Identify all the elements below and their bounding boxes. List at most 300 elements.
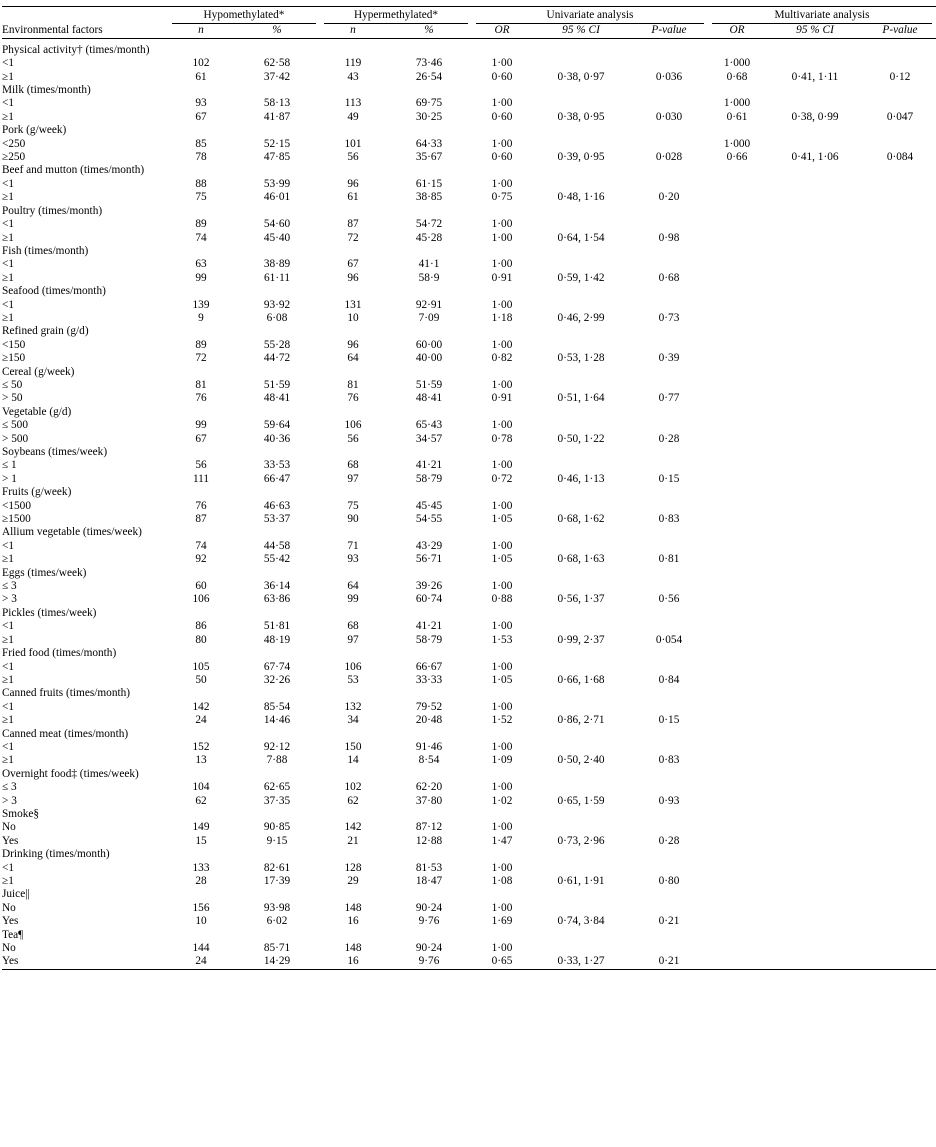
pvalue-multivariate: 0·084: [886, 151, 914, 164]
or-univariate: 1·00: [491, 539, 513, 552]
factor-group-label: Fried food (times/month): [2, 647, 117, 660]
pvalue-univariate: 0·28: [658, 834, 680, 847]
pct-hypo: 37·35: [263, 794, 291, 807]
ci-multivariate: [766, 795, 864, 808]
or-univariate: 1·05: [491, 513, 513, 526]
table-row: [2, 875, 936, 888]
pvalue-multivariate: [864, 580, 936, 593]
pct-hyper: 41·21: [415, 620, 443, 633]
factor-group-row: [2, 164, 936, 177]
or-univariate: 0·91: [491, 392, 513, 405]
pvalue-univariate: 0·77: [658, 392, 680, 405]
pvalue-univariate: [630, 580, 708, 593]
pct-hyper: 45·28: [415, 231, 443, 244]
level-label: ≥1: [2, 311, 14, 324]
n-hypo: 105: [192, 660, 210, 673]
or-univariate: 1·00: [491, 298, 513, 311]
pct-hyper: 12·88: [415, 834, 443, 847]
ci-multivariate: [766, 459, 864, 472]
pct-hyper: 69·75: [415, 97, 443, 110]
ci-univariate: 0·99, 2·37: [557, 633, 605, 646]
pct-hyper: 33·33: [415, 673, 443, 686]
ci-multivariate: [766, 138, 864, 151]
or-univariate: 1·05: [491, 553, 513, 566]
pct-hypo: 51·81: [263, 620, 291, 633]
n-hypo: 75: [195, 191, 207, 204]
pvalue-univariate: [630, 620, 708, 633]
or-univariate: 0·65: [491, 955, 513, 968]
pct-hyper: 9·76: [418, 955, 440, 968]
n-hypo: 85: [195, 137, 207, 150]
ci-univariate: [532, 741, 630, 754]
pct-hypo: 85·71: [263, 942, 291, 955]
level-label: ≥1: [2, 110, 14, 123]
pct-hypo: 41·87: [263, 110, 291, 123]
or-univariate: 0·82: [491, 352, 513, 365]
n-hyper: 64: [347, 580, 359, 593]
or-univariate: 1·02: [491, 794, 513, 807]
n-hypo: 142: [192, 700, 210, 713]
ci-multivariate: [766, 232, 864, 245]
table-row: [2, 459, 936, 472]
n-hyper: 106: [344, 419, 362, 432]
or-multivariate: [708, 553, 766, 566]
factor-group-label: Canned fruits (times/month): [2, 687, 131, 700]
n-hypo: 78: [195, 151, 207, 164]
header-ci-uni: 95 % CI: [562, 24, 600, 37]
pvalue-multivariate: [864, 955, 936, 969]
pct-hypo: 7·88: [266, 754, 288, 767]
or-multivariate: [708, 915, 766, 928]
ci-multivariate: [766, 392, 864, 405]
or-multivariate: [708, 339, 766, 352]
table-row: [2, 433, 936, 446]
pct-hyper: 58·79: [415, 633, 443, 646]
factor-group-row: [2, 245, 936, 258]
or-multivariate: [708, 593, 766, 606]
pvalue-multivariate: [864, 674, 936, 687]
level-label: ≥1: [2, 231, 14, 244]
level-label: <1: [2, 660, 15, 673]
factor-group-row: [2, 607, 936, 620]
ci-multivariate: [766, 754, 864, 767]
factor-group-row: [2, 848, 936, 861]
pvalue-multivariate: [864, 433, 936, 446]
group-header-label: Univariate analysis: [476, 9, 704, 24]
pct-hypo: 14·46: [263, 714, 291, 727]
n-hyper: 128: [344, 861, 362, 874]
pct-hyper: 48·41: [415, 392, 443, 405]
n-hyper: 21: [347, 834, 359, 847]
n-hyper: 34: [347, 714, 359, 727]
pct-hyper: 73·46: [415, 57, 443, 70]
pvalue-univariate: [630, 821, 708, 834]
pct-hyper: 37·80: [415, 794, 443, 807]
pct-hyper: 90·24: [415, 942, 443, 955]
n-hyper: 76: [347, 392, 359, 405]
pvalue-univariate: 0·28: [658, 432, 680, 445]
n-hypo: 156: [192, 901, 210, 914]
pvalue-multivariate: [864, 379, 936, 392]
or-multivariate: 1·000: [723, 137, 751, 150]
table-row: [2, 942, 936, 955]
ci-multivariate: [766, 661, 864, 674]
header-n-hyper: n: [350, 24, 356, 37]
table-row: [2, 781, 936, 794]
factor-group-row: [2, 84, 936, 97]
or-multivariate: 1·000: [723, 97, 751, 110]
ci-multivariate: [766, 902, 864, 915]
table-row: [2, 392, 936, 405]
level-label: ≥1: [2, 191, 14, 204]
n-hyper: 87: [347, 218, 359, 231]
level-label: No: [2, 942, 16, 955]
n-hyper: 148: [344, 901, 362, 914]
pvalue-multivariate: [864, 258, 936, 271]
or-univariate: 1·00: [491, 740, 513, 753]
pct-hyper: 51·59: [415, 378, 443, 391]
pvalue-multivariate: [864, 312, 936, 325]
or-univariate: 1·00: [491, 218, 513, 231]
pvalue-multivariate: [864, 701, 936, 714]
pvalue-multivariate: [864, 754, 936, 767]
or-univariate: 0·91: [491, 271, 513, 284]
n-hyper: 93: [347, 553, 359, 566]
n-hypo: 152: [192, 740, 210, 753]
ci-univariate: 0·53, 1·28: [557, 352, 605, 365]
or-multivariate: [708, 862, 766, 875]
table-row: [2, 178, 936, 191]
ci-univariate: [532, 942, 630, 955]
ci-multivariate: [766, 500, 864, 513]
n-hyper: 71: [347, 539, 359, 552]
n-hypo: 62: [195, 794, 207, 807]
factor-group-label: Drinking (times/month): [2, 848, 110, 861]
factor-group-label: Seafood (times/month): [2, 285, 106, 298]
or-multivariate: [708, 795, 766, 808]
factor-group-row: [2, 808, 936, 821]
n-hypo: 111: [192, 472, 210, 485]
ci-multivariate: [766, 701, 864, 714]
pvalue-multivariate: [864, 741, 936, 754]
group-header-3: [472, 9, 708, 24]
or-multivariate: [708, 875, 766, 888]
factor-group-label: Smoke§: [2, 807, 40, 820]
header-ci-multi: 95 % CI: [796, 24, 834, 37]
pct-hypo: 54·60: [263, 218, 291, 231]
ci-univariate: 0·61, 1·91: [557, 875, 605, 887]
ci-multivariate: [766, 674, 864, 687]
level-label: <1: [2, 258, 15, 271]
table-row: [2, 111, 936, 124]
pvalue-multivariate: [864, 593, 936, 606]
or-multivariate: 0·66: [726, 151, 748, 164]
pct-hypo: 92·12: [263, 740, 291, 753]
or-multivariate: [708, 741, 766, 754]
factor-group-row: [2, 486, 936, 499]
pct-hyper: 87·12: [415, 821, 443, 834]
n-hyper: 132: [344, 700, 362, 713]
factor-group-label: Soybeans (times/week): [2, 446, 108, 458]
pvalue-multivariate: [864, 352, 936, 365]
ci-multivariate: [766, 513, 864, 526]
factor-group-row: [2, 929, 936, 942]
n-hypo: 99: [195, 419, 207, 432]
n-hypo: 24: [195, 714, 207, 727]
pct-hyper: 64·33: [415, 137, 443, 150]
n-hypo: 80: [195, 633, 207, 646]
ci-univariate: 0·73, 2·96: [557, 834, 605, 847]
n-hypo: 24: [195, 955, 207, 968]
pct-hyper: 62·20: [415, 781, 443, 794]
pct-hyper: 65·43: [415, 419, 443, 432]
or-multivariate: [708, 232, 766, 245]
n-hyper: 68: [347, 620, 359, 633]
n-hyper: 75: [347, 499, 359, 512]
pvalue-univariate: 0·73: [658, 311, 680, 324]
pvalue-univariate: [630, 97, 708, 110]
table-row: [2, 580, 936, 593]
group-header-label: Multivariate analysis: [712, 9, 932, 24]
ci-univariate: 0·66, 1·68: [557, 673, 605, 686]
header-pct-hyper: %: [424, 24, 434, 37]
or-multivariate: 0·68: [726, 70, 748, 83]
or-multivariate: [708, 781, 766, 794]
pvalue-multivariate: [864, 299, 936, 312]
n-hypo: 28: [195, 875, 207, 887]
ci-univariate: [532, 339, 630, 352]
pvalue-multivariate: [864, 714, 936, 727]
n-hypo: 104: [192, 781, 210, 794]
pct-hypo: 52·15: [263, 137, 291, 150]
pvalue-univariate: [630, 419, 708, 432]
or-univariate: 1·00: [491, 231, 513, 244]
ci-univariate: 0·51, 1·64: [557, 392, 605, 405]
table-row: [2, 741, 936, 754]
pct-hypo: 47·85: [263, 151, 291, 164]
level-label: ≤ 50: [2, 378, 23, 391]
or-multivariate: [708, 272, 766, 285]
level-label: ≥150: [2, 352, 26, 365]
pct-hyper: 61·15: [415, 177, 443, 190]
pvalue-multivariate: [864, 178, 936, 191]
n-hyper: 62: [347, 794, 359, 807]
pct-hyper: 40·00: [415, 352, 443, 365]
table-row: [2, 419, 936, 432]
pvalue-multivariate: [864, 942, 936, 955]
ci-multivariate: [766, 821, 864, 834]
pvalue-multivariate: [864, 232, 936, 245]
or-univariate: 1·00: [491, 459, 513, 472]
ci-univariate: 0·65, 1·59: [557, 794, 605, 807]
pvalue-univariate: [630, 781, 708, 794]
pct-hypo: 51·59: [263, 378, 291, 391]
ci-multivariate: [766, 741, 864, 754]
or-univariate: 1·00: [491, 942, 513, 955]
factor-group-label: Refined grain (g/d): [2, 325, 89, 338]
n-hyper: 53: [347, 673, 359, 686]
factor-group-row: [2, 728, 936, 741]
n-hypo: 106: [192, 593, 210, 606]
pct-hypo: 6·08: [266, 311, 288, 324]
group-header-label: Hypermethylated*: [324, 9, 468, 24]
or-multivariate: [708, 674, 766, 687]
factor-group-label: Juice||: [2, 888, 30, 901]
or-multivariate: [708, 191, 766, 204]
pvalue-univariate: [630, 942, 708, 955]
ci-univariate: 0·38, 0·97: [557, 70, 605, 83]
or-univariate: 1·09: [491, 754, 513, 767]
ci-multivariate: 0·41, 1·11: [791, 70, 839, 83]
ci-multivariate: [766, 433, 864, 446]
ci-multivariate: [766, 634, 864, 647]
group-header-label: Hypomethylated*: [172, 9, 316, 24]
ci-univariate: 0·46, 1·13: [557, 472, 605, 485]
n-hypo: 89: [195, 218, 207, 231]
or-univariate: 1·53: [491, 633, 513, 646]
level-label: <1: [2, 740, 15, 753]
ci-univariate: 0·64, 1·54: [557, 231, 605, 244]
pct-hypo: 14·29: [263, 955, 291, 968]
n-hypo: 87: [195, 513, 207, 526]
ci-multivariate: [766, 299, 864, 312]
table-row: [2, 862, 936, 875]
ci-multivariate: [766, 218, 864, 231]
pct-hypo: 48·19: [263, 633, 291, 646]
pvalue-multivariate: [864, 513, 936, 526]
pvalue-univariate: 0·80: [658, 875, 680, 887]
column-header-row: [2, 24, 936, 38]
pct-hyper: 91·46: [415, 740, 443, 753]
table-row: [2, 272, 936, 285]
pvalue-multivariate: [864, 915, 936, 928]
pvalue-univariate: 0·054: [655, 633, 683, 646]
or-multivariate: [708, 500, 766, 513]
pct-hyper: 8·54: [418, 754, 440, 767]
pvalue-univariate: 0·21: [658, 915, 680, 928]
ci-multivariate: [766, 57, 864, 70]
factor-group-row: [2, 567, 936, 580]
or-univariate: 0·60: [491, 110, 513, 123]
group-header-2: [320, 9, 472, 24]
pct-hyper: 66·67: [415, 660, 443, 673]
ci-multivariate: [766, 473, 864, 486]
or-multivariate: [708, 902, 766, 915]
n-hypo: 9: [198, 311, 204, 324]
ci-univariate: [532, 781, 630, 794]
n-hypo: 88: [195, 177, 207, 190]
ci-multivariate: [766, 540, 864, 553]
ci-univariate: [532, 459, 630, 472]
or-univariate: 1·00: [491, 177, 513, 190]
ci-univariate: 0·68, 1·62: [557, 513, 605, 526]
factor-group-row: [2, 888, 936, 901]
table-row: [2, 795, 936, 808]
n-hypo: 133: [192, 861, 210, 874]
or-univariate: 0·78: [491, 432, 513, 445]
ci-multivariate: [766, 258, 864, 271]
ci-univariate: 0·33, 1·27: [557, 955, 605, 968]
n-hypo: 67: [195, 110, 207, 123]
header-pvalue-multi: P-value: [882, 24, 918, 37]
n-hypo: 60: [195, 580, 207, 593]
pct-hypo: 90·85: [263, 821, 291, 834]
pct-hyper: 20·48: [415, 714, 443, 727]
factor-group-row: [2, 687, 936, 700]
table-row: [2, 379, 936, 392]
table-row: [2, 754, 936, 767]
pvalue-univariate: 0·83: [658, 754, 680, 767]
factor-group-label: Tea¶: [2, 928, 24, 941]
pvalue-univariate: 0·93: [658, 794, 680, 807]
factor-group-label: Poultry (times/month): [2, 204, 103, 217]
factor-group-label: Fish (times/month): [2, 244, 89, 257]
n-hyper: 14: [347, 754, 359, 767]
ci-multivariate: [766, 339, 864, 352]
ci-multivariate: [766, 379, 864, 392]
level-label: > 500: [2, 432, 29, 445]
pvalue-univariate: [630, 902, 708, 915]
or-univariate: 1·00: [491, 861, 513, 874]
or-multivariate: [708, 352, 766, 365]
or-univariate: 1·00: [491, 700, 513, 713]
or-multivariate: 0·61: [726, 110, 748, 123]
factor-group-row: [2, 446, 936, 459]
level-label: ≥1: [2, 271, 14, 284]
pvalue-multivariate: [864, 459, 936, 472]
group-header-1: [168, 9, 320, 24]
or-univariate: 1·00: [491, 660, 513, 673]
pct-hypo: 58·13: [263, 97, 291, 110]
pvalue-multivariate: [864, 392, 936, 405]
level-label: > 3: [2, 794, 17, 807]
or-univariate: 1·00: [491, 338, 513, 351]
pct-hyper: 35·67: [415, 151, 443, 164]
ci-multivariate: [766, 620, 864, 633]
table-row: [2, 500, 936, 513]
pvalue-univariate: 0·98: [658, 231, 680, 244]
factor-group-label: Milk (times/month): [2, 84, 91, 97]
pct-hyper: 54·55: [415, 513, 443, 526]
n-hypo: 63: [195, 258, 207, 271]
factor-group-label: Eggs (times/week): [2, 566, 87, 579]
pvalue-univariate: [630, 138, 708, 151]
ci-univariate: [532, 138, 630, 151]
n-hyper: 43: [347, 70, 359, 83]
or-univariate: 1·00: [491, 499, 513, 512]
n-hyper: 64: [347, 352, 359, 365]
pvalue-multivariate: [864, 57, 936, 70]
or-univariate: 1·00: [491, 97, 513, 110]
n-hypo: 13: [195, 754, 207, 767]
table-row: [2, 138, 936, 151]
factor-group-row: [2, 205, 936, 218]
n-hyper: 56: [347, 432, 359, 445]
or-univariate: 0·60: [491, 151, 513, 164]
or-multivariate: [708, 580, 766, 593]
pvalue-univariate: 0·20: [658, 191, 680, 204]
pct-hypo: 36·14: [263, 580, 291, 593]
pct-hyper: 45·45: [415, 499, 443, 512]
level-label: <150: [2, 338, 26, 351]
ci-multivariate: [766, 352, 864, 365]
level-label: <250: [2, 137, 26, 150]
n-hyper: 72: [347, 231, 359, 244]
n-hypo: 89: [195, 338, 207, 351]
n-hyper: 102: [344, 781, 362, 794]
or-univariate: 1·00: [491, 419, 513, 432]
ci-multivariate: [766, 191, 864, 204]
